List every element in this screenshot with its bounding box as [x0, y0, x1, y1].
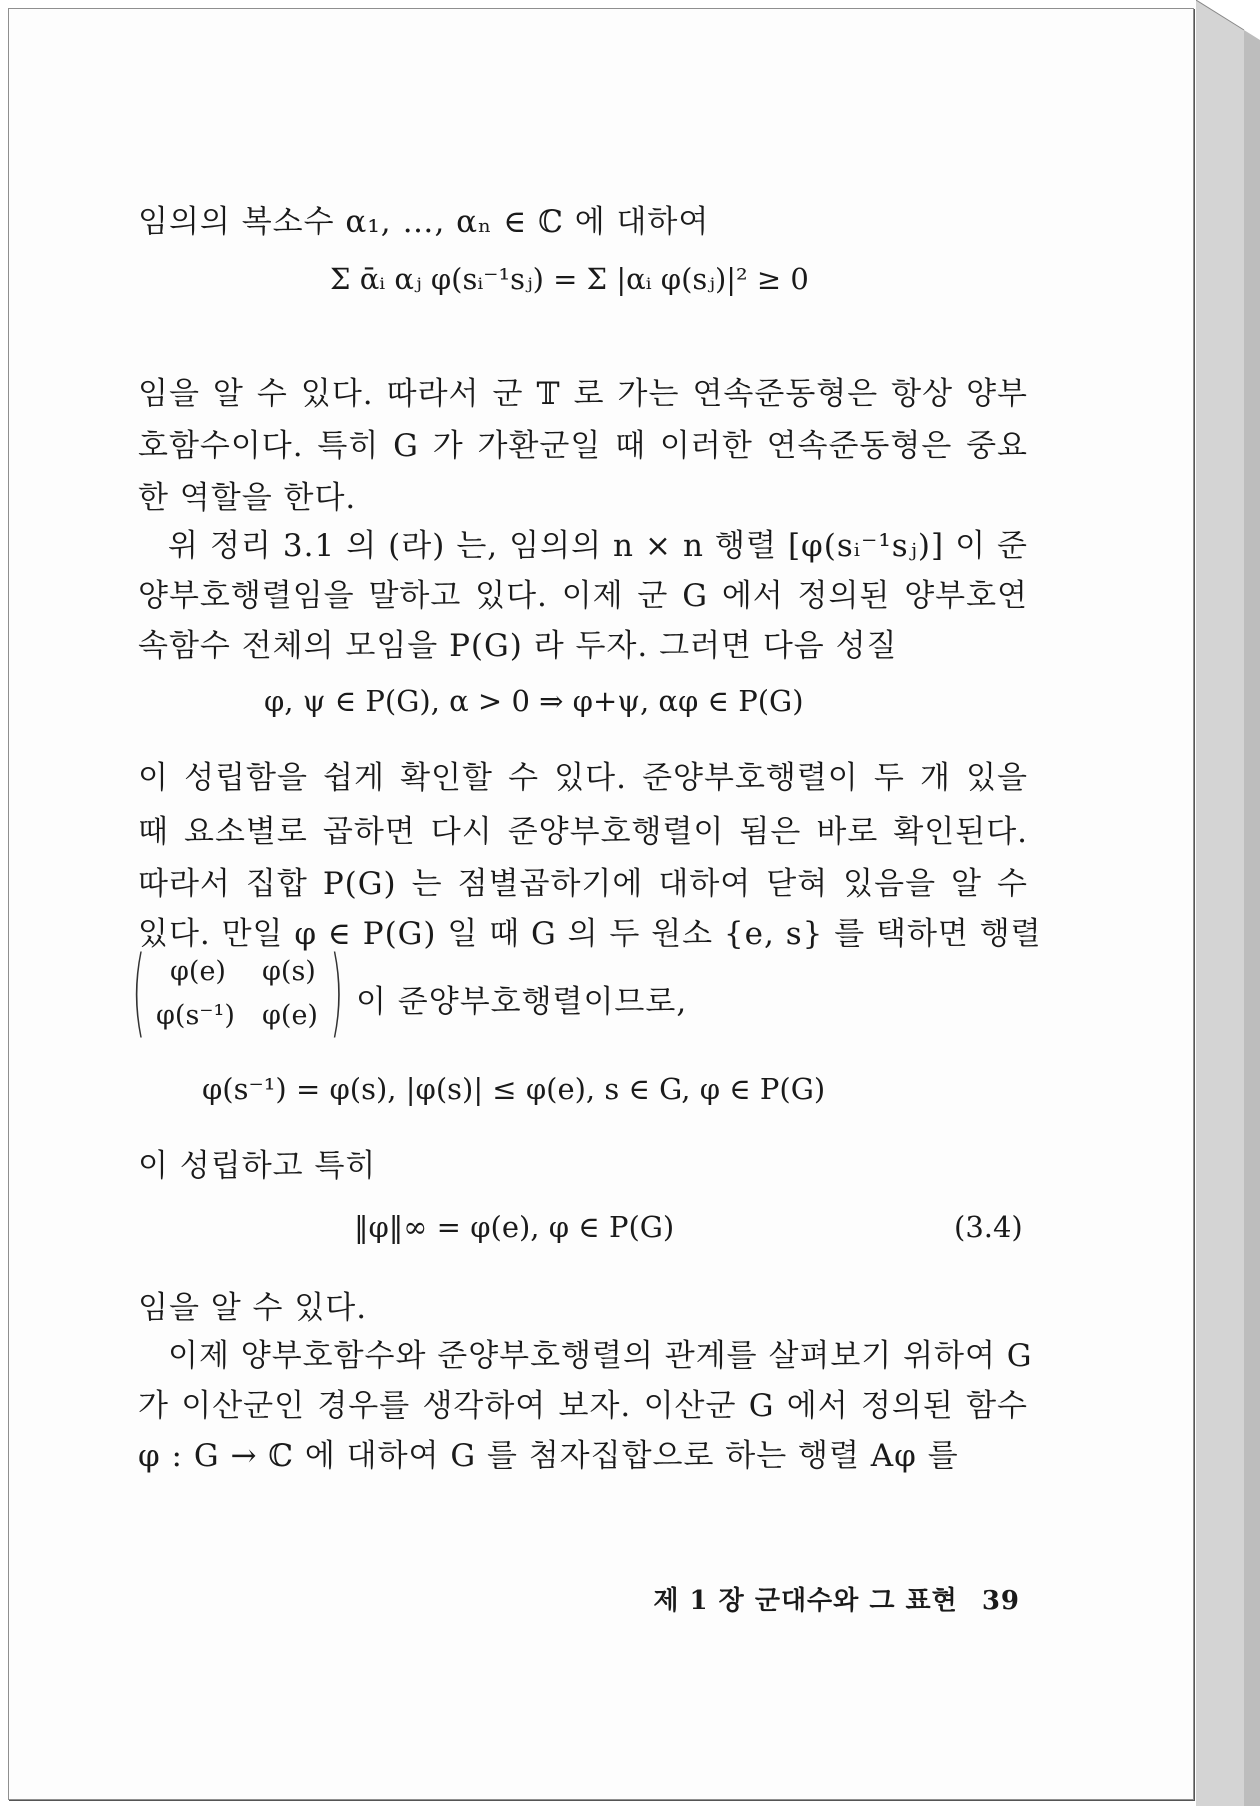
text-line-14: 임을 알 수 있다.: [138, 1290, 368, 1326]
equation-3: φ(s⁻¹) = φ(s), |φ(s)| ≤ φ(e), s ∈ G, φ ∈ P(G): [202, 1072, 826, 1106]
page-edge-decoration: [1196, 0, 1260, 1806]
text-line-10: 따라서 집합 P(G) 는 점별곱하기에 대하여 닫혀 있음을 알 수: [138, 866, 1028, 902]
text-line-7: 속함수 전체의 모임을 P(G) 라 두자. 그러면 다음 성질: [138, 628, 898, 664]
equation-number: (3.4): [954, 1210, 1023, 1244]
matrix-left-paren: (: [132, 936, 146, 1048]
text-line-2: 임을 알 수 있다. 따라서 군 𝕋 로 가는 연속준동형은 항상 양부: [138, 376, 1028, 412]
page-footer: [653, 1580, 1020, 1617]
text-line-1: 임의의 복소수 α₁, …, αₙ ∈ ℂ 에 대하여: [138, 204, 710, 240]
equation-4: ‖φ‖∞ = φ(e), φ ∈ P(G): [354, 1210, 675, 1244]
text-line-4: 한 역할을 한다.: [138, 480, 357, 516]
text-line-6: 양부호행렬임을 말하고 있다. 이제 군 G 에서 정의된 양부호연: [138, 578, 1028, 614]
matrix-right-paren: ): [330, 936, 344, 1048]
text-line-15: 이제 양부호함수와 준양부호행렬의 관계를 살펴보기 위하여 G: [168, 1338, 1033, 1374]
text-line-5: 위 정리 3.1 의 (라) 는, 임의의 n × n 행렬 [φ(sᵢ⁻¹sⱼ)] 이 준: [168, 528, 1028, 564]
matrix-entry-c: φ(s⁻¹): [156, 1000, 235, 1031]
text-line-9: 때 요소별로 곱하면 다시 준양부호행렬이 됨은 바로 확인된다.: [138, 814, 1028, 850]
text-line-8: 이 성립함을 쉽게 확인할 수 있다. 준양부호행렬이 두 개 있을: [138, 760, 1028, 796]
text-line-12: 이 준양부호행렬이므로,: [356, 984, 688, 1020]
matrix-entry-d: φ(e): [262, 1000, 318, 1031]
footer-chapter: 제 1 장 군대수와 그 표현: [653, 1586, 958, 1616]
matrix-entry-a: φ(e): [170, 956, 226, 987]
matrix-entry-b: φ(s): [262, 956, 316, 987]
text-line-11: 있다. 만일 φ ∈ P(G) 일 때 G 의 두 원소 {e, s} 를 택하면 행렬: [138, 916, 1042, 952]
equation-2: φ, ψ ∈ P(G), α > 0 ⇒ φ+ψ, αφ ∈ P(G): [264, 684, 804, 718]
text-line-16: 가 이산군인 경우를 생각하여 보자. 이산군 G 에서 정의된 함수: [138, 1388, 1028, 1424]
equation-1: Σ ᾱᵢ αⱼ φ(sᵢ⁻¹sⱼ) = Σ |αᵢ φ(sⱼ)|² ≥ 0: [330, 262, 809, 296]
text-line-17: φ : G → ℂ 에 대하여 G 를 첨자집합으로 하는 행렬 Aφ 를: [138, 1438, 959, 1474]
text-line-3: 호함수이다. 특히 G 가 가환군일 때 이러한 연속준동형은 중요: [138, 428, 1028, 464]
page-number: 39: [981, 1586, 1020, 1616]
text-line-13: 이 성립하고 특히: [138, 1148, 377, 1184]
